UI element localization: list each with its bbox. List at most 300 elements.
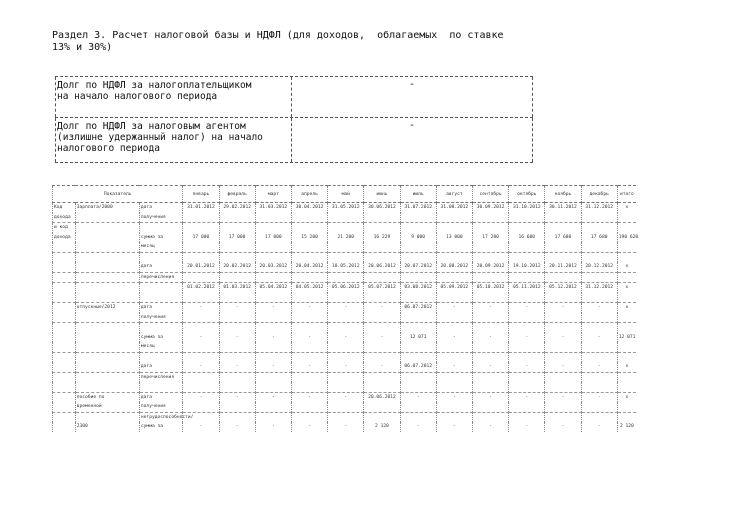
cell-total: 2 120	[617, 422, 636, 432]
cell-month-value	[581, 352, 617, 362]
cell-income-type	[75, 372, 139, 382]
cell-month-value: 15 200	[291, 233, 327, 243]
cell-month-value: 17 000	[255, 233, 291, 243]
cell-month-value	[400, 213, 436, 223]
cell-month-value: -	[545, 422, 581, 432]
cell-month-value: -	[291, 303, 327, 313]
cell-month-value	[581, 213, 617, 223]
table-row	[53, 213, 637, 223]
header-total: итого	[617, 186, 636, 203]
cell-month-value: 20.06.2012	[364, 392, 400, 402]
cell-month-value: -	[545, 303, 581, 313]
cell-income-code-label	[53, 402, 76, 412]
header-month: сентябрь	[472, 186, 508, 203]
cell-month-value: 30.11.2012	[545, 203, 581, 213]
cell-month-value: 31.08.2012	[436, 203, 472, 213]
cell-month-value: 30.04.2012	[291, 203, 327, 213]
cell-month-value: 05.10.2012	[472, 283, 508, 293]
cell-month-value	[255, 402, 291, 412]
table-row	[53, 352, 637, 362]
opening-debt-table	[55, 76, 533, 163]
cell-month-value: 31.12.2012	[581, 203, 617, 213]
cell-month-value	[328, 402, 364, 412]
cell-month-value: -	[219, 303, 255, 313]
cell-month-value	[545, 412, 581, 422]
cell-month-value	[291, 402, 327, 412]
cell-month-value	[183, 402, 219, 412]
cell-month-value	[291, 323, 327, 333]
cell-month-value	[328, 242, 364, 252]
cell-month-value	[219, 272, 255, 283]
cell-month-value	[183, 372, 219, 382]
cell-month-value	[364, 382, 400, 392]
table-row	[53, 283, 637, 293]
cell-month-value: 29.02.2012	[219, 203, 255, 213]
cell-income-code-label: дохода	[53, 233, 76, 243]
table-row	[53, 223, 637, 233]
cell-row-label	[139, 223, 182, 233]
table-row	[53, 242, 637, 252]
cell-month-value: -	[328, 303, 364, 313]
cell-income-type	[75, 283, 139, 293]
cell-income-type	[75, 362, 139, 372]
cell-month-value: 01.03.2012	[219, 283, 255, 293]
cell-month-value: 20.08.2012	[436, 262, 472, 272]
cell-month-value: 03.08.2012	[400, 283, 436, 293]
cell-month-value: 20.01.2012	[183, 262, 219, 272]
cell-income-code-label: Код	[53, 203, 76, 213]
cell-month-value	[364, 412, 400, 422]
cell-month-value	[400, 242, 436, 252]
cell-month-value: 21 200	[328, 233, 364, 243]
cell-month-value: 06.07.2012	[400, 362, 436, 372]
debt-label: Долг по НДФЛ за налогоплательщиком на начало налогового периода	[57, 80, 252, 102]
cell-month-value: 9 000	[400, 233, 436, 243]
cell-month-value: 20.03.2012	[255, 262, 291, 272]
table-row	[53, 382, 637, 392]
cell-month-value	[472, 252, 508, 262]
cell-month-value	[436, 402, 472, 412]
cell-month-value: -	[509, 422, 545, 432]
cell-month-value	[291, 223, 327, 233]
header-month: апрель	[291, 186, 327, 203]
cell-month-value	[581, 372, 617, 382]
cell-row-label: получения	[139, 402, 182, 412]
cell-month-value	[509, 223, 545, 233]
cell-month-value: 31.01.2012	[183, 203, 219, 213]
cell-month-value	[219, 223, 255, 233]
table-row	[53, 203, 637, 213]
cell-month-value: 20.06.2012	[364, 262, 400, 272]
cell-row-label	[139, 283, 182, 293]
cell-month-value: 20.12.2012	[581, 262, 617, 272]
cell-month-value	[545, 252, 581, 262]
cell-row-label: нетрудоспособности/	[139, 412, 182, 422]
cell-total	[617, 372, 636, 382]
cell-row-label: дата	[139, 262, 182, 272]
cell-month-value	[509, 412, 545, 422]
cell-month-value	[400, 382, 436, 392]
cell-month-value	[581, 293, 617, 303]
cell-month-value: -	[183, 333, 219, 343]
cell-month-value: -	[436, 392, 472, 402]
cell-month-value: 05.04.2012	[255, 283, 291, 293]
table-row	[53, 333, 637, 343]
cell-month-value	[581, 382, 617, 392]
cell-month-value	[581, 272, 617, 283]
cell-month-value: -	[509, 303, 545, 313]
cell-month-value: 31.10.2012	[509, 203, 545, 213]
cell-month-value: -	[328, 333, 364, 343]
cell-month-value: 19.10.2012	[509, 262, 545, 272]
cell-month-value	[436, 242, 472, 252]
cell-income-type	[75, 233, 139, 243]
cell-income-code-label	[53, 283, 76, 293]
table-row	[53, 252, 637, 262]
cell-month-value	[328, 272, 364, 283]
cell-income-code-label	[53, 342, 76, 352]
cell-month-value	[545, 293, 581, 303]
cell-month-value: 30.09.2012	[472, 203, 508, 213]
cell-month-value	[291, 412, 327, 422]
cell-month-value: -	[545, 333, 581, 343]
cell-month-value	[545, 342, 581, 352]
cell-month-value	[509, 252, 545, 262]
cell-month-value	[436, 412, 472, 422]
cell-month-value: -	[328, 362, 364, 372]
cell-month-value: -	[183, 362, 219, 372]
cell-month-value	[183, 242, 219, 252]
cell-month-value	[400, 352, 436, 362]
cell-month-value: -	[291, 362, 327, 372]
cell-month-value: 30.06.2012	[364, 203, 400, 213]
cell-month-value: 05.07.2012	[364, 283, 400, 293]
header-month: июнь	[364, 186, 400, 203]
cell-month-value	[472, 323, 508, 333]
table-row	[53, 342, 637, 352]
cell-month-value: 31.12.2012	[581, 283, 617, 293]
debt-row-taxpayer	[55, 76, 533, 117]
cell-month-value: -	[436, 362, 472, 372]
table-row	[53, 293, 637, 303]
cell-total: 12 071	[617, 333, 636, 343]
cell-month-value: -	[255, 392, 291, 402]
cell-total	[617, 402, 636, 412]
cell-month-value	[472, 293, 508, 303]
cell-row-label	[139, 382, 182, 392]
cell-row-label: месяц	[139, 242, 182, 252]
cell-month-value: 01.02.2012	[183, 283, 219, 293]
cell-total	[617, 223, 636, 233]
cell-month-value	[219, 293, 255, 303]
cell-month-value	[328, 382, 364, 392]
cell-month-value: -	[183, 422, 219, 432]
cell-month-value	[364, 272, 400, 283]
cell-month-value	[364, 372, 400, 382]
cell-month-value	[219, 342, 255, 352]
cell-income-type	[75, 323, 139, 333]
tax-base-table	[52, 185, 639, 432]
header-month: август	[436, 186, 472, 203]
cell-month-value	[472, 412, 508, 422]
cell-row-label: перечисления	[139, 372, 182, 382]
cell-income-code-label	[53, 303, 76, 313]
cell-month-value	[472, 342, 508, 352]
cell-month-value	[472, 242, 508, 252]
cell-month-value	[400, 342, 436, 352]
cell-month-value: -	[219, 392, 255, 402]
cell-month-value	[545, 213, 581, 223]
cell-month-value: -	[255, 303, 291, 313]
table-row	[53, 262, 637, 272]
cell-month-value: -	[291, 422, 327, 432]
table-row	[53, 362, 637, 372]
cell-month-value: 17 280	[472, 233, 508, 243]
cell-month-value: -	[581, 303, 617, 313]
cell-income-code-label	[53, 313, 76, 323]
cell-month-value: -	[291, 392, 327, 402]
cell-month-value: -	[581, 333, 617, 343]
cell-month-value	[255, 323, 291, 333]
cell-total: x	[617, 203, 636, 213]
cell-month-value	[509, 402, 545, 412]
cell-month-value: 20.04.2012	[291, 262, 327, 272]
cell-month-value	[545, 242, 581, 252]
cell-row-label	[139, 252, 182, 262]
cell-income-type: Зарплата/2000	[75, 203, 139, 213]
cell-income-type	[75, 272, 139, 283]
cell-month-value	[581, 223, 617, 233]
cell-income-code-label	[53, 422, 76, 432]
cell-month-value	[436, 313, 472, 323]
cell-month-value	[472, 372, 508, 382]
cell-total	[617, 252, 636, 262]
cell-month-value	[545, 313, 581, 323]
cell-month-value: 17 680	[545, 233, 581, 243]
cell-month-value	[183, 223, 219, 233]
cell-month-value	[255, 352, 291, 362]
header-month: октябрь	[509, 186, 545, 203]
cell-month-value: 16 600	[509, 233, 545, 243]
cell-month-value: -	[581, 362, 617, 372]
cell-total	[617, 342, 636, 352]
cell-month-value	[328, 352, 364, 362]
cell-income-type: отпускные/2012	[75, 303, 139, 313]
cell-income-type	[75, 223, 139, 233]
cell-total: x	[617, 392, 636, 402]
table-row	[53, 402, 637, 412]
cell-month-value: -	[472, 333, 508, 343]
cell-month-value	[509, 342, 545, 352]
cell-month-value: 31.07.2012	[400, 203, 436, 213]
cell-month-value	[255, 252, 291, 262]
cell-month-value	[581, 323, 617, 333]
cell-month-value: 20.09.2012	[472, 262, 508, 272]
cell-month-value	[436, 323, 472, 333]
cell-month-value	[328, 323, 364, 333]
cell-month-value: -	[364, 362, 400, 372]
cell-total: x	[617, 303, 636, 313]
cell-month-value	[472, 352, 508, 362]
header-month: ноябрь	[545, 186, 581, 203]
header-month: май	[328, 186, 364, 203]
cell-row-label: дата	[139, 362, 182, 372]
cell-month-value	[436, 223, 472, 233]
cell-month-value: -	[509, 362, 545, 372]
cell-income-code-label: и код	[53, 223, 76, 233]
cell-income-type	[75, 213, 139, 223]
table-row	[53, 372, 637, 382]
cell-income-code-label	[53, 352, 76, 362]
cell-month-value: -	[219, 422, 255, 432]
debt-value: -	[408, 79, 416, 90]
cell-month-value	[328, 313, 364, 323]
cell-month-value	[255, 272, 291, 283]
cell-total: x	[617, 262, 636, 272]
cell-income-type: пособие по	[75, 392, 139, 402]
cell-total: 190 620	[617, 233, 636, 243]
cell-income-code-label	[53, 262, 76, 272]
cell-month-value	[291, 272, 327, 283]
cell-income-type: 2300	[75, 422, 139, 432]
cell-month-value	[400, 252, 436, 262]
header-month: февраль	[219, 186, 255, 203]
table-row	[53, 233, 637, 243]
cell-month-value	[472, 223, 508, 233]
cell-month-value	[436, 372, 472, 382]
cell-income-type	[75, 313, 139, 323]
cell-row-label: получения	[139, 313, 182, 323]
cell-month-value: -	[291, 333, 327, 343]
cell-income-code-label	[53, 372, 76, 382]
cell-month-value	[436, 213, 472, 223]
cell-month-value	[400, 412, 436, 422]
cell-income-code-label	[53, 272, 76, 283]
cell-row-label	[139, 323, 182, 333]
header-indicator: Показатель	[53, 186, 183, 203]
cell-month-value: 20.11.2012	[545, 262, 581, 272]
cell-month-value: -	[472, 392, 508, 402]
cell-month-value	[472, 272, 508, 283]
cell-month-value: -	[183, 392, 219, 402]
cell-month-value	[183, 252, 219, 262]
cell-month-value: 06.07.2012	[400, 303, 436, 313]
cell-month-value	[472, 313, 508, 323]
cell-month-value	[436, 272, 472, 283]
cell-month-value: 31.05.2012	[328, 203, 364, 213]
cell-month-value	[545, 223, 581, 233]
table-row	[53, 412, 637, 422]
cell-month-value	[364, 252, 400, 262]
table-row	[53, 323, 637, 333]
cell-total	[617, 242, 636, 252]
cell-month-value: 05.06.2012	[328, 283, 364, 293]
cell-month-value	[183, 342, 219, 352]
cell-month-value	[436, 293, 472, 303]
cell-month-value: -	[436, 333, 472, 343]
cell-month-value	[364, 323, 400, 333]
cell-month-value	[183, 382, 219, 392]
cell-month-value: -	[509, 333, 545, 343]
cell-month-value	[328, 293, 364, 303]
cell-month-value: 18.05.2012	[328, 262, 364, 272]
cell-month-value	[509, 382, 545, 392]
cell-month-value: 05.11.2012	[509, 283, 545, 293]
cell-month-value: -	[581, 392, 617, 402]
cell-month-value: 13 000	[436, 233, 472, 243]
cell-row-label: получения	[139, 213, 182, 223]
cell-month-value	[581, 342, 617, 352]
table-row	[53, 303, 637, 313]
cell-income-code-label	[53, 362, 76, 372]
cell-month-value: -	[472, 362, 508, 372]
cell-month-value	[183, 293, 219, 303]
cell-income-code-label	[53, 293, 76, 303]
cell-month-value	[291, 313, 327, 323]
cell-month-value	[400, 272, 436, 283]
cell-income-type	[75, 352, 139, 362]
cell-month-value: -	[472, 303, 508, 313]
header-month: март	[255, 186, 291, 203]
cell-month-value	[364, 352, 400, 362]
cell-month-value: -	[183, 303, 219, 313]
cell-month-value	[436, 352, 472, 362]
cell-month-value: 2 120	[364, 422, 400, 432]
cell-month-value: 31.03.2012	[255, 203, 291, 213]
cell-month-value: 05.09.2012	[436, 283, 472, 293]
cell-month-value	[509, 293, 545, 303]
cell-month-value	[400, 293, 436, 303]
cell-month-value	[328, 223, 364, 233]
cell-month-value	[255, 223, 291, 233]
cell-month-value	[183, 313, 219, 323]
cell-income-code-label	[53, 323, 76, 333]
header-month: июль	[400, 186, 436, 203]
cell-income-type	[75, 242, 139, 252]
cell-month-value	[545, 323, 581, 333]
cell-month-value	[364, 213, 400, 223]
header-month: январь	[183, 186, 219, 203]
cell-month-value	[219, 242, 255, 252]
cell-month-value	[400, 313, 436, 323]
cell-month-value: -	[581, 422, 617, 432]
cell-income-code-label	[53, 252, 76, 262]
cell-month-value	[581, 252, 617, 262]
cell-month-value	[255, 242, 291, 252]
cell-month-value	[364, 313, 400, 323]
cell-month-value	[328, 412, 364, 422]
cell-total	[617, 323, 636, 333]
cell-row-label: перечисления	[139, 272, 182, 283]
cell-income-code-label: дохода	[53, 213, 76, 223]
cell-month-value	[436, 342, 472, 352]
cell-month-value	[509, 372, 545, 382]
cell-month-value	[364, 242, 400, 252]
cell-row-label: дата	[139, 303, 182, 313]
cell-income-type	[75, 262, 139, 272]
cell-month-value	[364, 293, 400, 303]
cell-total	[617, 272, 636, 283]
cell-month-value	[581, 313, 617, 323]
cell-month-value	[328, 213, 364, 223]
cell-income-code-label	[53, 392, 76, 402]
cell-month-value	[291, 352, 327, 362]
cell-row-label: дата	[139, 392, 182, 402]
cell-month-value	[545, 402, 581, 412]
cell-month-value	[255, 372, 291, 382]
cell-month-value: -	[255, 362, 291, 372]
cell-month-value	[545, 352, 581, 362]
